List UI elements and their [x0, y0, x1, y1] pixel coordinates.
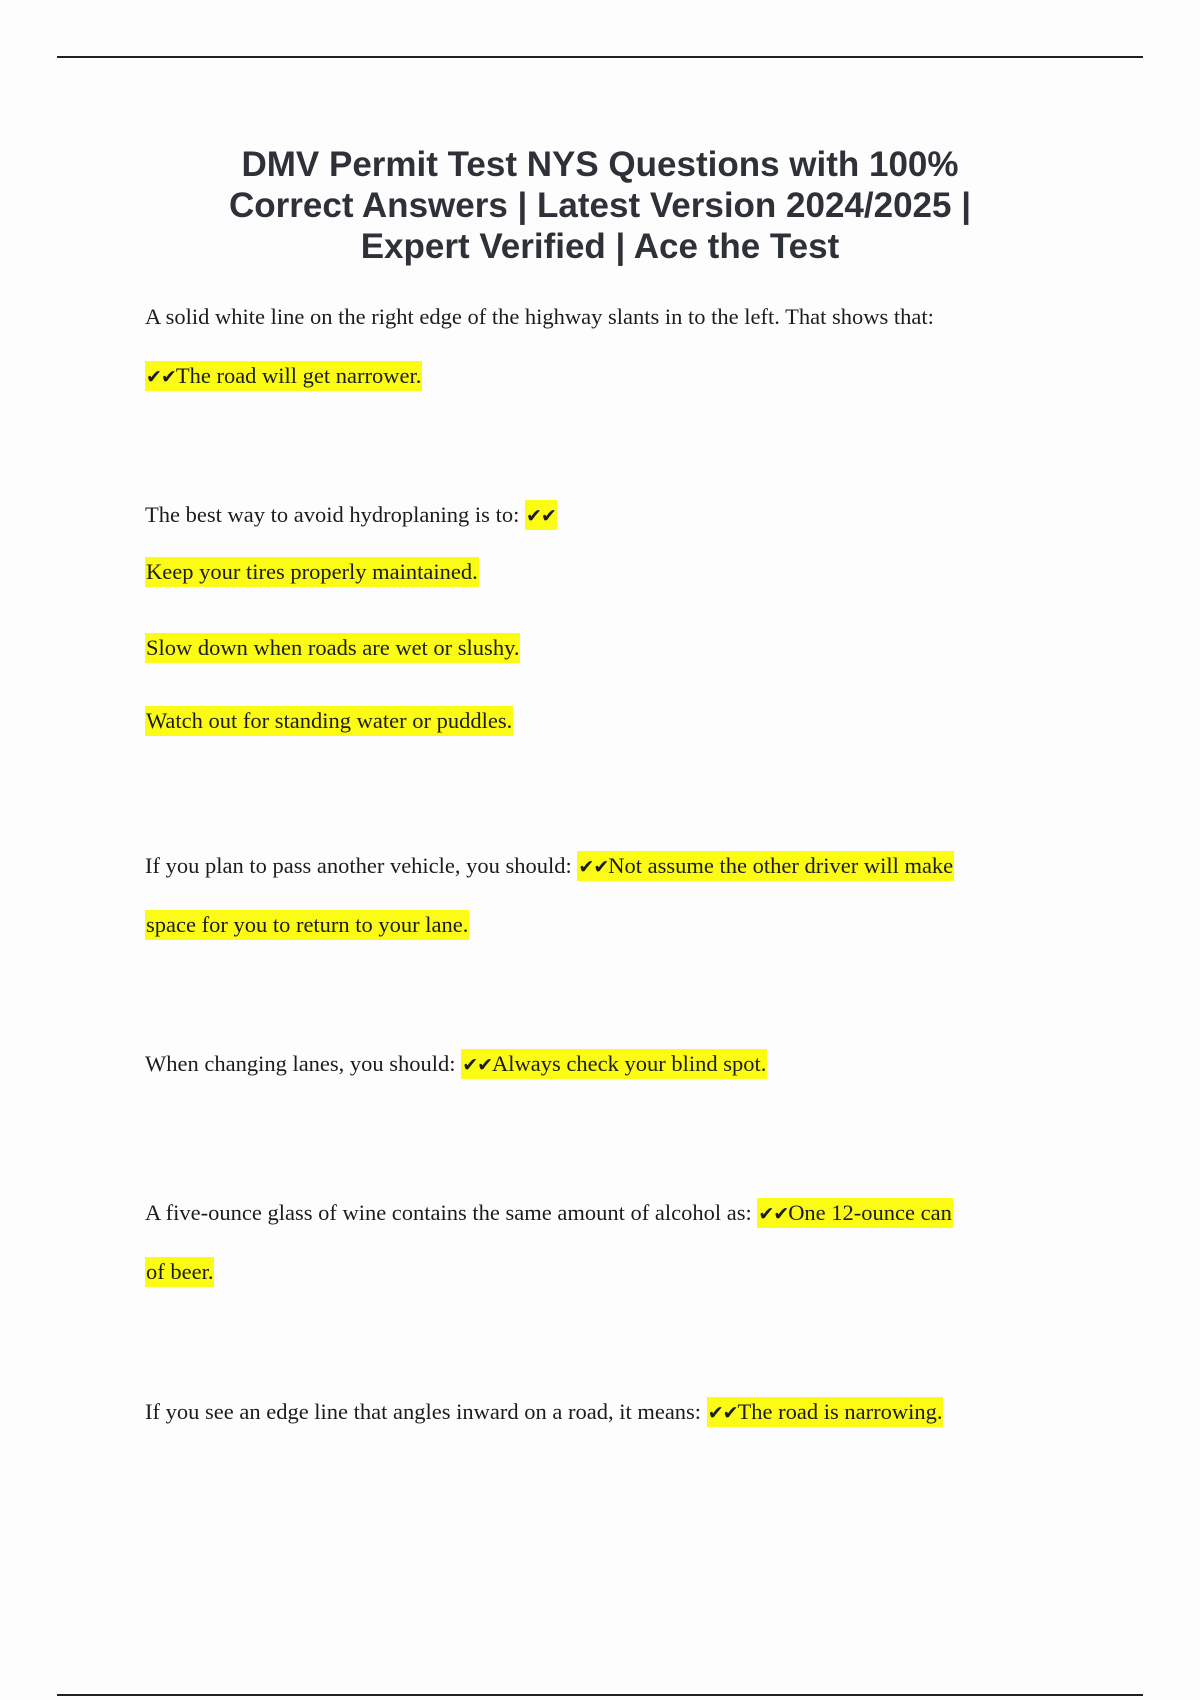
question-2 [145, 501, 557, 530]
answer-2b-text: Slow down when roads are wet or slushy. [145, 633, 520, 663]
title-line-2: Correct Answers | Latest Version 2024/2025 | [229, 186, 971, 225]
answer-2a [145, 558, 479, 586]
document-title [150, 144, 1050, 267]
answer-3-text-line1: Not assume the other driver will make [608, 853, 954, 878]
question-3-text: If you plan to pass another vehicle, you should: [145, 853, 572, 878]
answer-3-continued [145, 911, 469, 939]
checkmark-icon: ✔✔ [758, 1203, 789, 1225]
question-1-text: A solid white line on the right edge of the highway slants in to the left. That shows that: [145, 304, 934, 329]
answer-5-continued [145, 1258, 214, 1286]
question-6 [145, 1398, 943, 1427]
answer-5-text-line2: of beer. [145, 1257, 214, 1287]
answer-2c [145, 707, 513, 735]
checkmark-icon: ✔✔ [707, 1402, 738, 1424]
checkmark-icon: ✔✔ [462, 1054, 493, 1076]
question-6-text: If you see an edge line that angles inward on a road, it means: [145, 1399, 702, 1424]
answer-6-text: The road is narrowing. [737, 1399, 943, 1424]
question-5-text: A five-ounce glass of wine contains the same amount of alcohol as: [145, 1200, 752, 1225]
checkmark-icon: ✔✔ [578, 856, 609, 878]
answer-2c-text: Watch out for standing water or puddles. [145, 706, 513, 736]
top-rule [57, 56, 1143, 58]
answer-5-text-line1: One 12-ounce can [788, 1200, 952, 1225]
question-2-text: The best way to avoid hydroplaning is to: [145, 502, 520, 527]
answer-1-text: The road will get narrower. [175, 363, 422, 388]
answer-1-highlight [145, 361, 422, 391]
answer-1 [145, 362, 422, 391]
answer-2-check-highlight [525, 500, 557, 530]
title-line-3: Expert Verified | Ace the Test [360, 227, 840, 266]
answer-4-text: Always check your blind spot. [492, 1051, 767, 1076]
answer-2a-text: Keep your tires properly maintained. [145, 557, 479, 587]
answer-2b [145, 634, 520, 662]
checkmark-icon: ✔✔ [525, 505, 556, 527]
title-line-1: DMV Permit Test NYS Questions with 100% [241, 145, 959, 184]
question-4-text: When changing lanes, you should: [145, 1051, 456, 1076]
answer-6-highlight [707, 1397, 944, 1427]
answer-3-highlight [577, 851, 954, 881]
answer-3-text-line2: space for you to return to your lane. [145, 910, 469, 940]
question-5 [145, 1199, 953, 1228]
checkmark-icon: ✔✔ [146, 366, 176, 388]
question-1 [145, 303, 934, 331]
answer-4-highlight [461, 1049, 767, 1079]
bottom-rule [57, 1694, 1143, 1696]
question-3 [145, 852, 954, 881]
answer-5-highlight [757, 1198, 953, 1228]
question-4 [145, 1050, 767, 1079]
